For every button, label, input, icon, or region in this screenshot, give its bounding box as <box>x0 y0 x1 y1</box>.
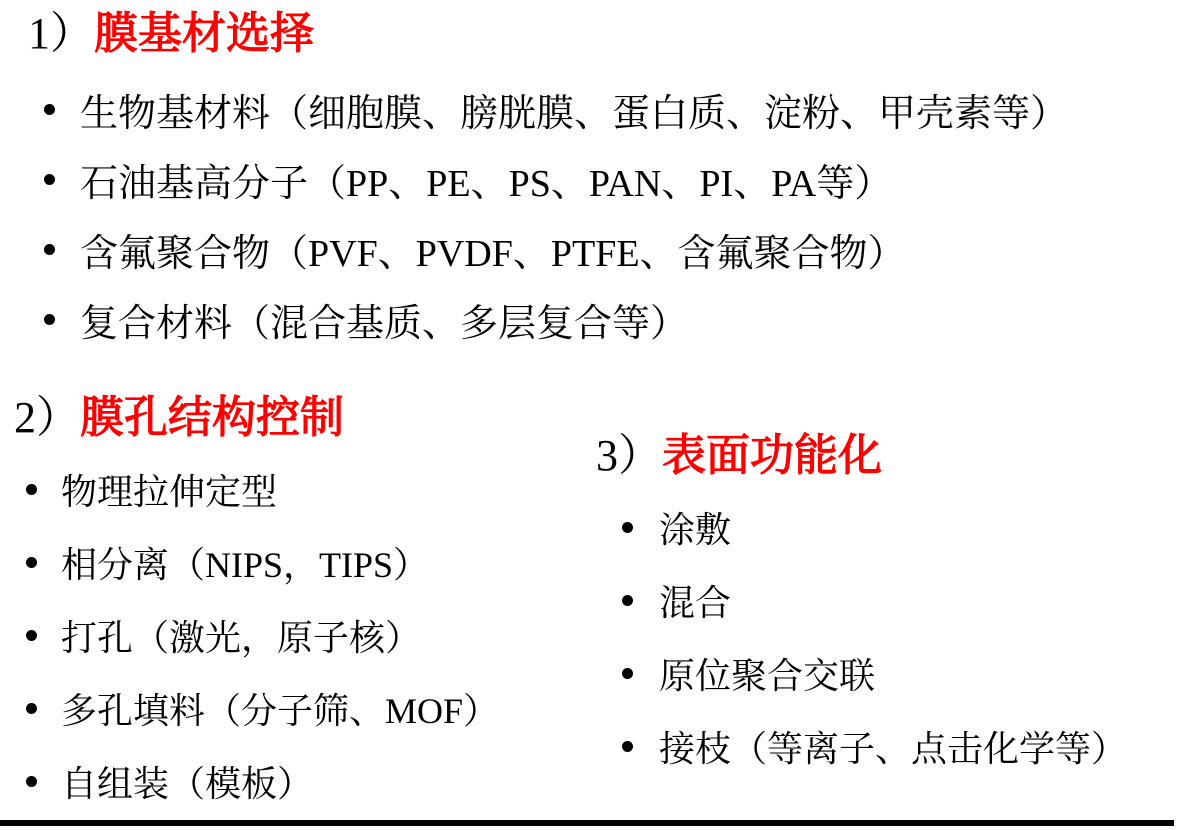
list-item-text: 含氟聚合物（PVF、PVDF、PTFE、含氟聚合物） <box>80 233 906 276</box>
list-item <box>44 145 1068 215</box>
section-title: 膜基材选择 <box>94 9 314 58</box>
list-item-text: 生物基材料（细胞膜、膀胱膜、蛋白质、淀粉、甲壳素等） <box>80 93 1069 136</box>
section-number: 1） <box>28 9 94 58</box>
list-item <box>622 491 1127 564</box>
list-item-text: 自组装（模板） <box>61 763 314 804</box>
bullet-list <box>44 75 1068 355</box>
list-item-text: 多孔填料（分子筛、MOF） <box>61 690 500 731</box>
bullet-dot-icon <box>44 104 55 115</box>
list-item <box>26 526 499 599</box>
section-pore-structure-control <box>14 392 499 818</box>
list-item <box>44 285 1068 355</box>
list-item-text: 混合 <box>659 582 732 623</box>
section-membrane-substrate <box>28 8 1068 355</box>
bottom-divider-rule <box>0 820 1174 826</box>
section-heading <box>596 430 1127 483</box>
list-item <box>622 637 1127 710</box>
bullet-dot-icon <box>26 630 37 641</box>
section-title: 膜孔结构控制 <box>80 393 344 442</box>
list-item <box>44 75 1068 145</box>
section-number: 2） <box>14 393 80 442</box>
bullet-dot-icon <box>26 557 37 568</box>
list-item-text: 物理拉伸定型 <box>61 471 278 512</box>
section-surface-functionalization <box>596 430 1127 783</box>
section-heading <box>14 392 499 445</box>
list-item-text: 涂敷 <box>659 509 732 550</box>
bullet-dot-icon <box>622 741 633 752</box>
bullet-dot-icon <box>26 703 37 714</box>
bullet-list <box>26 453 499 818</box>
list-item <box>26 599 499 672</box>
bullet-dot-icon <box>622 668 633 679</box>
list-item-text: 原位聚合交联 <box>659 655 876 696</box>
list-item <box>26 745 499 818</box>
list-item-text: 石油基高分子（PP、PE、PS、PAN、PI、PA等） <box>80 163 893 206</box>
section-number: 3） <box>596 431 662 480</box>
bullet-list <box>622 491 1127 783</box>
list-item <box>26 453 499 526</box>
list-item-text: 打孔（激光，原子核） <box>61 617 422 658</box>
list-item <box>44 215 1068 285</box>
list-item <box>26 672 499 745</box>
bullet-dot-icon <box>622 595 633 606</box>
list-item-text: 复合材料（混合基质、多层复合等） <box>80 303 689 346</box>
list-item-text: 接枝（等离子、点击化学等） <box>659 728 1128 769</box>
section-heading <box>28 8 1068 61</box>
bullet-dot-icon <box>44 174 55 185</box>
bullet-dot-icon <box>622 522 633 533</box>
section-title: 表面功能化 <box>662 431 882 480</box>
bullet-dot-icon <box>44 244 55 255</box>
list-item <box>622 710 1127 783</box>
bullet-dot-icon <box>44 314 55 325</box>
bullet-dot-icon <box>26 484 37 495</box>
list-item <box>622 564 1127 637</box>
bullet-dot-icon <box>26 776 37 787</box>
list-item-text: 相分离（NIPS，TIPS） <box>61 544 430 585</box>
